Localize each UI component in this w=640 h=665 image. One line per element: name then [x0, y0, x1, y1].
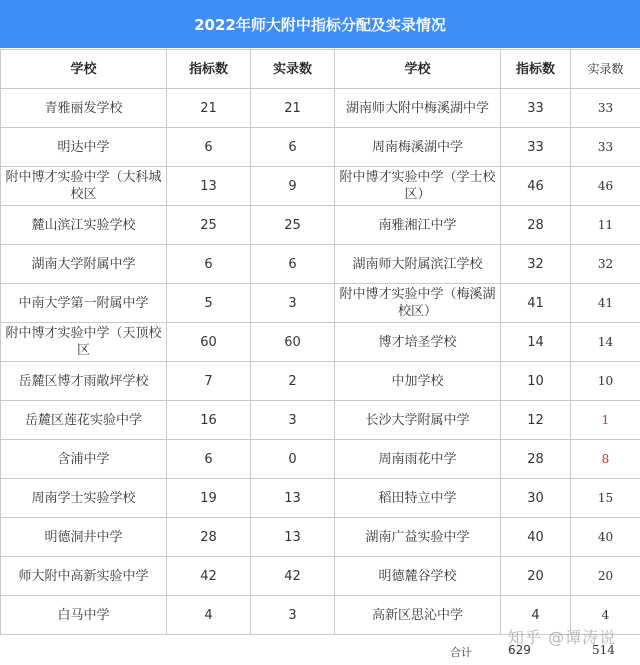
cell-quota-left: 25: [167, 206, 251, 245]
cell-quota-right: 32: [501, 245, 571, 284]
cell-school-left: 白马中学: [1, 596, 167, 635]
cell-quota-right: 28: [501, 440, 571, 479]
table-row: [1, 323, 640, 362]
header-quota-right: 指标数: [501, 50, 571, 89]
cell-admitted-left: 0: [251, 440, 335, 479]
cell-school-right: 博才培圣学校: [335, 323, 501, 362]
cell-quota-left: 42: [167, 557, 251, 596]
cell-admitted-left: 3: [251, 401, 335, 440]
cell-admitted-left: 6: [251, 245, 335, 284]
cell-quota-left: 28: [167, 518, 251, 557]
cell-school-right: 周南雨花中学: [335, 440, 501, 479]
cell-admitted-right: 4: [571, 596, 640, 635]
table-row: [1, 206, 640, 245]
table-row: [1, 284, 640, 323]
cell-admitted-right: 40: [571, 518, 640, 557]
cell-quota-left: 6: [167, 128, 251, 167]
cell-admitted-left: 6: [251, 128, 335, 167]
cell-school-left: 师大附中高新实验中学: [1, 557, 167, 596]
cell-school-left: 明德洞井中学: [1, 518, 167, 557]
cell-admitted-left: 42: [251, 557, 335, 596]
header-row: [1, 50, 640, 89]
table-row: [1, 128, 640, 167]
cell-quota-left: 5: [167, 284, 251, 323]
cell-admitted-left: 13: [251, 479, 335, 518]
cell-admitted-left: 21: [251, 89, 335, 128]
cell-school-left: 含浦中学: [1, 440, 167, 479]
cell-school-right: 高新区思沁中学: [335, 596, 501, 635]
cell-quota-left: 7: [167, 362, 251, 401]
cell-admitted-right: 14: [571, 323, 640, 362]
cell-school-left: 附中博才实验中学（天顶校区: [1, 323, 167, 362]
cell-school-right: 附中博才实验中学（梅溪湖校区）: [335, 284, 501, 323]
cell-admitted-right: 15: [571, 479, 640, 518]
header-school-left: 学校: [1, 50, 167, 89]
cell-admitted-left: 3: [251, 596, 335, 635]
cell-admitted-left: 9: [251, 167, 335, 206]
cell-school-right: 湖南广益实验中学: [335, 518, 501, 557]
total-admitted: 514: [592, 643, 615, 657]
cell-school-left: 岳麓区莲花实验中学: [1, 401, 167, 440]
cell-school-left: 麓山滨江实验学校: [1, 206, 167, 245]
cell-admitted-right: 20: [571, 557, 640, 596]
cell-school-left: 明达中学: [1, 128, 167, 167]
cell-admitted-right: 33: [571, 89, 640, 128]
header-admitted-left: 实录数: [251, 50, 335, 89]
header-admitted-right: 实录数: [571, 50, 640, 89]
cell-school-right: 稻田特立中学: [335, 479, 501, 518]
cell-admitted-right: 1: [571, 401, 640, 440]
cell-admitted-right: 33: [571, 128, 640, 167]
cell-quota-right: 41: [501, 284, 571, 323]
cell-school-left: 附中博才实验中学（大科城校区: [1, 167, 167, 206]
cell-school-left: 中南大学第一附属中学: [1, 284, 167, 323]
table-row: [1, 89, 640, 128]
header-quota-left: 指标数: [167, 50, 251, 89]
cell-quota-left: 6: [167, 245, 251, 284]
quota-table: [0, 49, 640, 635]
cell-admitted-left: 60: [251, 323, 335, 362]
table-row: [1, 479, 640, 518]
cell-school-right: 周南梅溪湖中学: [335, 128, 501, 167]
cell-quota-right: 30: [501, 479, 571, 518]
table-row: [1, 401, 640, 440]
cell-admitted-left: 13: [251, 518, 335, 557]
cell-quota-right: 4: [501, 596, 571, 635]
cell-admitted-right: 46: [571, 167, 640, 206]
cell-school-right: 中加学校: [335, 362, 501, 401]
cell-school-left: 周南学士实验学校: [1, 479, 167, 518]
total-label: 合计: [450, 646, 472, 659]
cell-quota-right: 20: [501, 557, 571, 596]
cell-quota-right: 10: [501, 362, 571, 401]
cell-school-right: 长沙大学附属中学: [335, 401, 501, 440]
cell-school-right: 附中博才实验中学（学士校区）: [335, 167, 501, 206]
cell-quota-right: 14: [501, 323, 571, 362]
cell-quota-left: 21: [167, 89, 251, 128]
table-row: [1, 557, 640, 596]
cell-school-left: 青雅丽发学校: [1, 89, 167, 128]
cell-quota-right: 40: [501, 518, 571, 557]
cell-school-left: 岳麓区博才雨敞坪学校: [1, 362, 167, 401]
cell-quota-right: 46: [501, 167, 571, 206]
table-row: [1, 440, 640, 479]
cell-admitted-left: 25: [251, 206, 335, 245]
table-row: [1, 245, 640, 284]
cell-school-right: 湖南师大附中梅溪湖中学: [335, 89, 501, 128]
cell-quota-left: 19: [167, 479, 251, 518]
cell-quota-right: 33: [501, 128, 571, 167]
cell-quota-left: 16: [167, 401, 251, 440]
cell-admitted-left: 2: [251, 362, 335, 401]
cell-quota-left: 6: [167, 440, 251, 479]
table-title: 2022年师大附中指标分配及实录情况: [0, 0, 640, 48]
cell-admitted-right: 8: [571, 440, 640, 479]
cell-admitted-left: 3: [251, 284, 335, 323]
cell-quota-right: 12: [501, 401, 571, 440]
table-row: [1, 167, 640, 206]
cell-school-right: 明德麓谷学校: [335, 557, 501, 596]
cell-school-right: 湖南师大附属滨江学校: [335, 245, 501, 284]
zhihu-watermark: 知乎 @谭涛说: [508, 628, 617, 647]
cell-admitted-right: 10: [571, 362, 640, 401]
cell-school-left: 湖南大学附属中学: [1, 245, 167, 284]
cell-quota-right: 33: [501, 89, 571, 128]
cell-admitted-right: 32: [571, 245, 640, 284]
cell-quota-right: 28: [501, 206, 571, 245]
cell-quota-left: 13: [167, 167, 251, 206]
header-school-right: 学校: [335, 50, 501, 89]
table-row: [1, 518, 640, 557]
total-quota: 629: [508, 643, 531, 657]
cell-school-right: 南雅湘江中学: [335, 206, 501, 245]
cell-admitted-right: 11: [571, 206, 640, 245]
cell-quota-left: 4: [167, 596, 251, 635]
table-row: [1, 362, 640, 401]
cell-quota-left: 60: [167, 323, 251, 362]
cell-admitted-right: 41: [571, 284, 640, 323]
